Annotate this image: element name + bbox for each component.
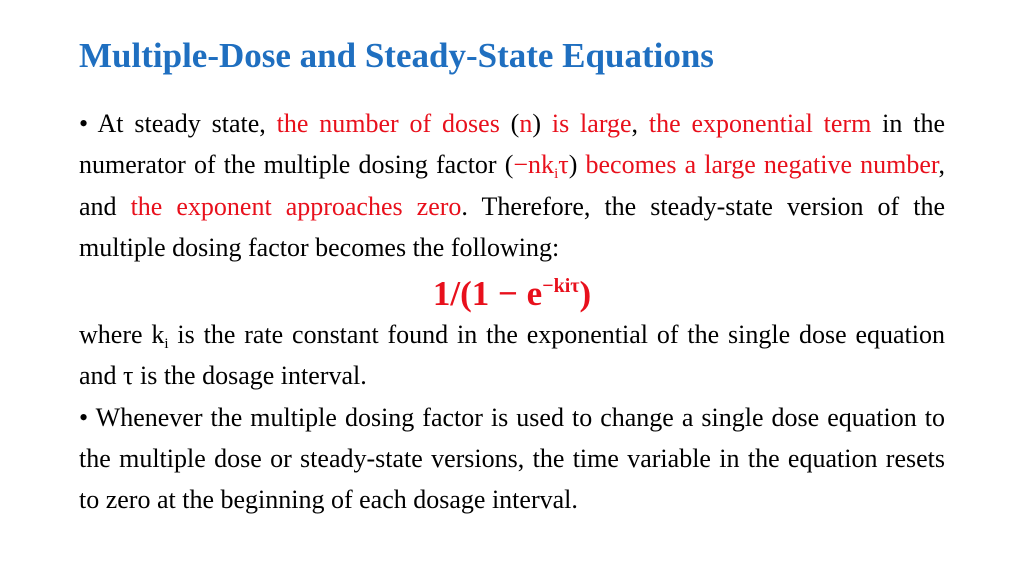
formula-exponent: −kiτ (542, 275, 580, 298)
steady-state-formula (79, 270, 945, 318)
text-segment: is the rate constant found in the exponential of the single dose equation and τ is the dosage interval. (79, 320, 945, 391)
paragraph-whenever (79, 397, 945, 521)
bullet: • (79, 402, 96, 432)
text-segment: At steady state, (97, 109, 277, 138)
highlight-exponential-term: the exponential term (648, 109, 872, 138)
subscript-i: i (164, 336, 169, 353)
text-segment: in the numerator of the multiple dosing factor ( (79, 109, 945, 180)
highlight-is-large: is large (551, 109, 632, 138)
text-segment: Whenever the multiple dosing factor is used to change a single dose equation to the multiple dose or steady-state versions, the time variable in the equation resets to zero at the beginning of each dosage interval. (79, 402, 945, 515)
slide-body (79, 103, 945, 521)
text-segment: , (631, 109, 649, 138)
text-segment: ( (499, 109, 520, 138)
slide-title: Multiple-Dose and Steady-State Equations (79, 36, 714, 75)
formula-base: 1/(1 − e (432, 274, 543, 314)
highlight-nk-tau (513, 150, 569, 183)
text-segment: . Therefore, the steady-state version of the multiple dosing factor becomes the following: (79, 191, 945, 262)
text-segment: ) (532, 109, 552, 138)
paragraph-where (79, 314, 945, 397)
text-segment: ) (568, 150, 586, 180)
bullet: • (79, 109, 98, 138)
highlight-exponent-approaches-zero: the exponent approaches zero (130, 191, 462, 221)
highlight-n: n (519, 109, 533, 138)
nk-text: −nk (513, 150, 555, 180)
paragraph-steady-state (79, 103, 945, 268)
formula-close: ) (579, 274, 592, 314)
text-segment: where k (79, 320, 165, 350)
highlight-large-negative-number: becomes a large negative number (585, 150, 939, 180)
highlight-number-of-doses: the number of doses (276, 109, 500, 138)
text-segment: , and (79, 150, 945, 221)
subscript-i: i (554, 166, 559, 183)
tau-text: τ (558, 150, 569, 180)
